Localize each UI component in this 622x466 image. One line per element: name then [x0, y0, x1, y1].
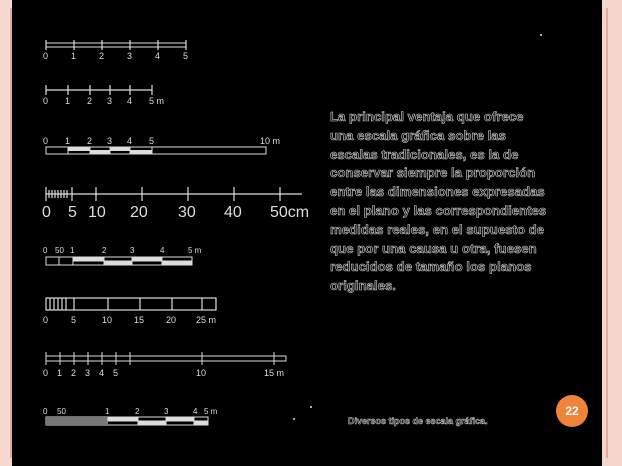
scale-3-label-2: 2 — [87, 136, 93, 146]
scale-bar-2 — [46, 85, 152, 95]
scale-5-label-5: 4 — [160, 246, 165, 255]
scale-7-label-3: 3 — [85, 368, 91, 378]
scale-bar-6-labels — [43, 315, 216, 325]
scale-1-label-0: 0 — [43, 51, 49, 61]
scale-5-label-1: 50 — [55, 246, 64, 255]
body-paragraph: La principal ventaja que ofrece una escala gráfica sobre las escalas tradicionales, es la de conservar siempre la proporción entre las dimensiones expresadas en el plano y las correspondientes medidas reales, en el supuesto de que por una causa u otra, fuesen reducidos de tamaño los planos originales. — [330, 109, 547, 294]
scale-bar-1-labels — [43, 51, 188, 61]
scale-6-label-0: 0 — [43, 315, 49, 325]
scale-7-label-5: 5 — [113, 368, 119, 378]
scale-2-label-1: 1 — [65, 96, 71, 106]
scale-8-label-1: 50 — [57, 407, 66, 416]
scale-bar-2-labels — [43, 96, 164, 106]
speck-1 — [540, 34, 542, 36]
scale-2-label-5: 5 m — [149, 96, 165, 106]
scale-4-label-5: 40 — [224, 204, 242, 221]
scale-5-label-0: 0 — [43, 246, 48, 255]
scale-6-label-5: 25 m — [196, 315, 217, 325]
scale-1-label-3: 3 — [127, 51, 133, 61]
scale-7-label-1: 1 — [57, 368, 63, 378]
scale-bar-1 — [46, 40, 186, 50]
scale-6-label-3: 15 — [134, 315, 145, 325]
scale-2-label-4: 4 — [127, 96, 133, 106]
scale-4-label-1: 5 — [68, 204, 77, 221]
scale-1-label-5: 5 — [183, 51, 189, 61]
slide-right-rule — [606, 8, 608, 458]
scale-bar-6-body — [46, 298, 216, 310]
scale-bar-6 — [46, 298, 216, 310]
scale-1-label-4: 4 — [155, 51, 161, 61]
scale-bar-4-labels — [42, 204, 309, 221]
scale-8-label-3: 2 — [135, 407, 140, 416]
speck-3 — [293, 418, 295, 420]
scale-5-label-6: 5 m — [188, 246, 202, 255]
scale-1-label-1: 1 — [71, 51, 77, 61]
scale-3-label-4: 4 — [127, 136, 133, 146]
scale-6-label-1: 5 — [71, 315, 77, 325]
scale-4-label-3: 20 — [130, 204, 148, 221]
scale-4-label-4: 30 — [178, 204, 196, 221]
speck-2 — [310, 406, 312, 408]
scale-bar-8-labels — [43, 407, 218, 416]
scale-7-label-4: 4 — [99, 368, 105, 378]
scale-2-label-0: 0 — [43, 96, 49, 106]
scale-6-label-4: 20 — [166, 315, 177, 325]
scale-7-label-6: 10 — [196, 368, 207, 378]
scale-1-label-2: 2 — [99, 51, 105, 61]
figure-caption: Diversos tipos de escala gráfica. — [348, 416, 488, 426]
scale-bar-4 — [46, 187, 302, 201]
scale-3-label-1: 1 — [65, 136, 71, 146]
scale-7-label-2: 2 — [71, 368, 77, 378]
scale-3-label-5: 5 — [149, 136, 155, 146]
scale-bars-illustration — [12, 0, 342, 466]
scale-bar-7-labels — [43, 368, 284, 378]
scale-2-label-3: 3 — [107, 96, 113, 106]
scale-7-label-7: 15 m — [264, 368, 285, 378]
scale-8-label-6: 5 m — [204, 407, 218, 416]
scale-4-label-2: 10 — [88, 204, 106, 221]
scale-5-label-2: 1 — [70, 246, 75, 255]
scale-2-label-2: 2 — [87, 96, 93, 106]
scale-bar-3-labels — [43, 136, 280, 146]
scale-bar-7 — [46, 352, 286, 365]
scale-3-label-0: 0 — [43, 136, 49, 146]
scale-5-label-3: 2 — [102, 246, 107, 255]
scale-bar-1-body — [46, 43, 186, 47]
page-number-badge: 22 — [556, 395, 588, 427]
scale-3-label-3: 3 — [107, 136, 113, 146]
slide-right-border — [602, 0, 622, 466]
scale-bar-3 — [46, 147, 266, 154]
scale-6-label-2: 10 — [102, 315, 113, 325]
scale-5-label-4: 3 — [130, 246, 135, 255]
scale-8-label-5: 4 — [193, 407, 198, 416]
scale-bar-7-body — [46, 356, 286, 361]
scale-4-label-0: 0 — [42, 204, 51, 221]
scale-bar-5 — [46, 257, 192, 265]
scale-bar-8 — [46, 417, 208, 425]
scale-4-label-6: 50cm — [270, 204, 310, 221]
scale-8-label-0: 0 — [43, 407, 48, 416]
scale-8-label-2: 1 — [105, 407, 110, 416]
scale-8-label-4: 3 — [164, 407, 169, 416]
scale-3-label-6: 10 m — [260, 136, 281, 146]
scale-7-label-0: 0 — [43, 368, 49, 378]
scale-bar-5-labels — [43, 246, 202, 255]
